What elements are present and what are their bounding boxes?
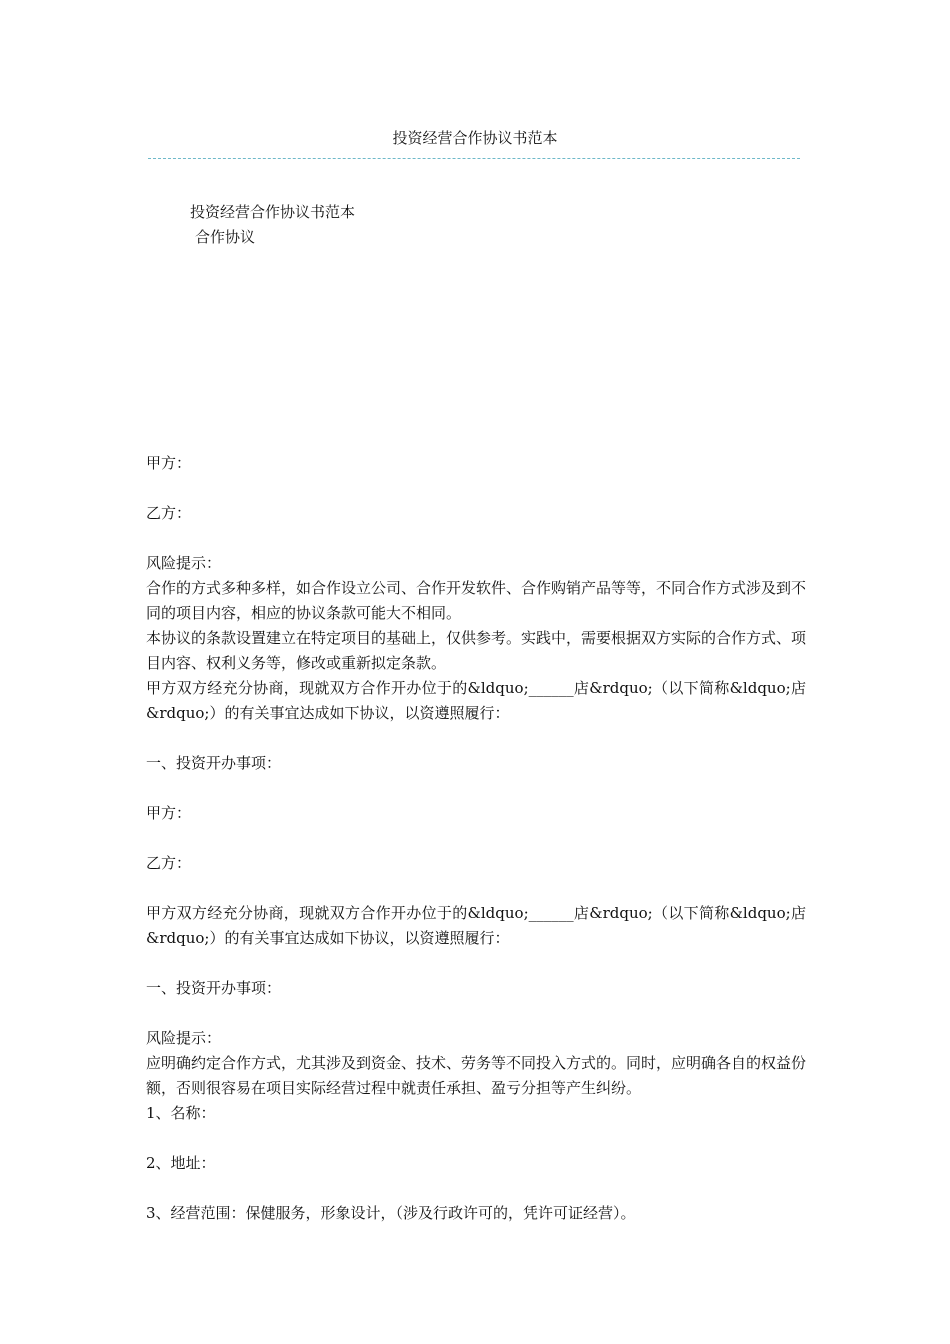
paragraph-spacer: [146, 1001, 806, 1026]
paragraph-spacer: [146, 776, 806, 801]
paragraph: 本协议的条款设置建立在特定项目的基础上，仅供参考。实践中，需要根据双方实际的合作方式、项目内容、权利义务等，修改或重新拟定条款。: [146, 629, 807, 672]
paragraph-spacer: [146, 726, 806, 751]
paragraph: 乙方：: [146, 854, 192, 872]
paragraph: 甲方：: [146, 804, 192, 822]
document-body: [146, 451, 806, 1226]
document-subtitle: 合作协议: [195, 228, 256, 246]
page-header-title: 投资经营合作协议书范本: [392, 129, 558, 147]
header-dashed-rule: [148, 158, 800, 159]
paragraph-spacer: [146, 1176, 806, 1201]
paragraph: 一、投资开办事项：: [146, 754, 282, 772]
paragraph: 甲方双方经充分协商，现就双方合作开办位于的&ldquo;______店&rdquo;（以下简称&ldquo;店&rdquo;）的有关事宜达成如下协议，以资遵照履行：: [146, 904, 806, 947]
paragraph: 3、经营范围：保健服务，形象设计，（涉及行政许可的，凭许可证经营）。: [146, 1204, 636, 1222]
paragraph: 合作的方式多种多样，如合作设立公司、合作开发软件、合作购销产品等等，不同合作方式涉及到不同的项目内容，相应的协议条款可能大不相同。: [146, 579, 807, 622]
paragraph: 风险提示：: [146, 554, 222, 572]
paragraph-spacer: [146, 826, 806, 851]
paragraph: 一、投资开办事项：: [146, 979, 282, 997]
paragraph-spacer: [146, 476, 806, 501]
paragraph-spacer: [146, 951, 806, 976]
paragraph: 应明确约定合作方式，尤其涉及到资金、技术、劳务等不同投入方式的。同时，应明确各自的权益份额，否则很容易在项目实际经营过程中就责任承担、盈亏分担等产生纠纷。: [146, 1054, 807, 1097]
paragraph: 甲方：: [146, 454, 192, 472]
paragraph: 乙方：: [146, 504, 192, 522]
paragraph: 2、地址：: [146, 1154, 216, 1172]
paragraph: 风险提示：: [146, 1029, 222, 1047]
paragraph-spacer: [146, 876, 806, 901]
paragraph-spacer: [146, 1126, 806, 1151]
paragraph-spacer: [146, 526, 806, 551]
document-title: 投资经营合作协议书范本: [190, 203, 356, 221]
paragraph: 甲方双方经充分协商，现就双方合作开办位于的&ldquo;______店&rdquo;（以下简称&ldquo;店&rdquo;）的有关事宜达成如下协议，以资遵照履行：: [146, 679, 806, 722]
paragraph: 1、名称：: [146, 1104, 216, 1122]
